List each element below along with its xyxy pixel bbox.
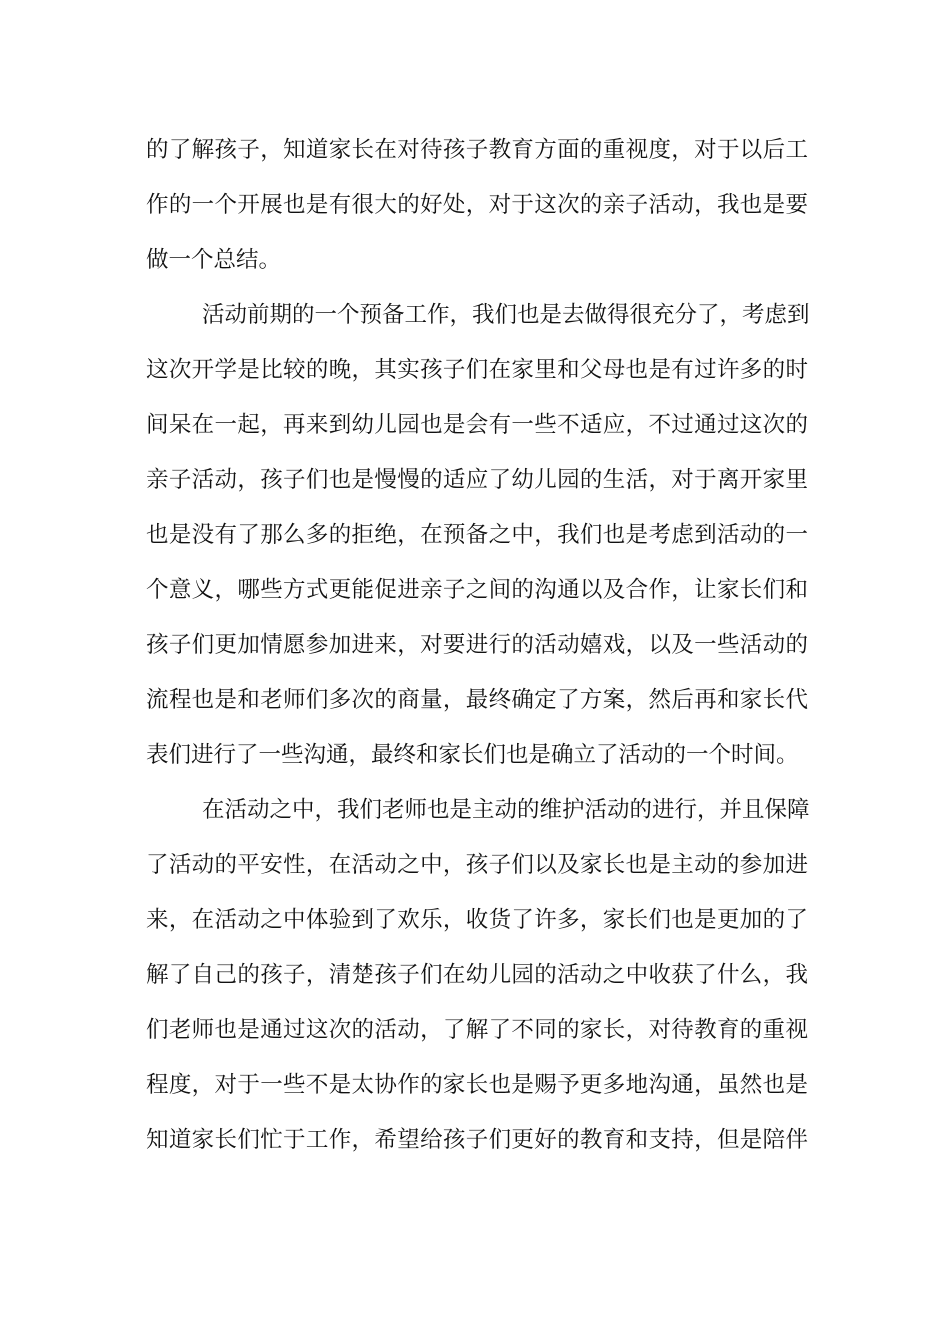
text-line: 流程也是和老师们多次的商量，最终确定了方案，然后再和家长代 <box>146 687 808 713</box>
text-line: 们老师也是通过这次的活动，了解了不同的家长，对待教育的重视 <box>146 1017 808 1043</box>
text-line: 这次开学是比较的晚，其实孩子们在家里和父母也是有过许多的时 <box>146 357 808 383</box>
text-line: 解了自己的孩子，清楚孩子们在幼儿园的活动之中收获了什么，我 <box>146 962 808 988</box>
text-line: 做一个总结。 <box>146 247 282 273</box>
text-line: 程度，对于一些不是太协作的家长也是赐予更多地沟通，虽然也是 <box>146 1072 808 1098</box>
text-line: 的了解孩子，知道家长在对待孩子教育方面的重视度，对于以后工 <box>146 137 808 163</box>
text-line: 知道家长们忙于工作，希望给孩子们更好的教育和支持，但是陪伴 <box>146 1127 808 1153</box>
body-text <box>146 128 808 1173</box>
text-line: 来，在活动之中体验到了欢乐，收货了许多，家长们也是更加的了 <box>146 907 808 933</box>
paragraph-first-line: 在活动之中，我们老师也是主动的维护活动的进行，并且保障 <box>202 797 810 823</box>
text-line: 亲子活动，孩子们也是慢慢的适应了幼儿园的生活，对于离开家里 <box>146 467 808 493</box>
paragraph-first-line: 活动前期的一个预备工作，我们也是去做得很充分了，考虑到 <box>202 302 810 328</box>
text-line: 个意义，哪些方式更能促进亲子之间的沟通以及合作，让家长们和 <box>146 577 808 603</box>
text-line: 作的一个开展也是有很大的好处，对于这次的亲子活动，我也是要 <box>146 192 808 218</box>
text-line: 间呆在一起，再来到幼儿园也是会有一些不适应，不过通过这次的 <box>146 412 808 438</box>
text-line: 了活动的平安性，在活动之中，孩子们以及家长也是主动的参加进 <box>146 852 808 878</box>
text-line: 孩子们更加情愿参加进来，对要进行的活动嬉戏，以及一些活动的 <box>146 632 808 658</box>
text-line: 也是没有了那么多的拒绝，在预备之中，我们也是考虑到活动的一 <box>146 522 808 548</box>
text-line: 表们进行了一些沟通，最终和家长们也是确立了活动的一个时间。 <box>146 742 799 768</box>
